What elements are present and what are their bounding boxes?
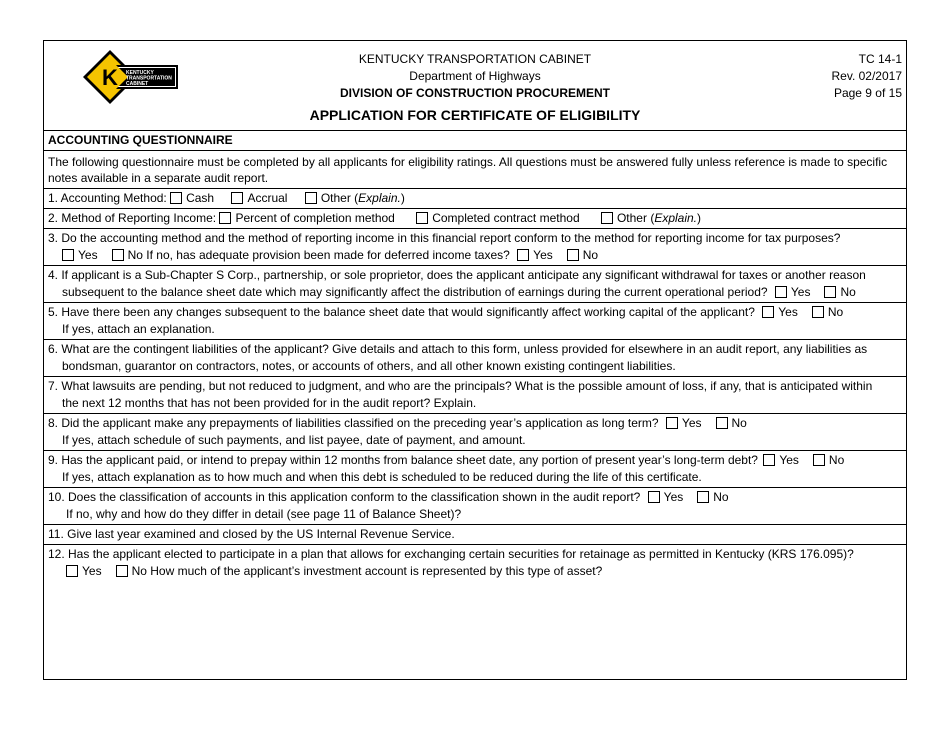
q12-yes-checkbox[interactable] (66, 565, 78, 577)
q3-no-checkbox[interactable] (112, 249, 124, 261)
q4-no-label: No (840, 285, 856, 299)
q12-no-checkbox[interactable] (116, 565, 128, 577)
q1-text: 1. Accounting Method: (48, 191, 167, 205)
question-5 (44, 303, 906, 340)
header-center (44, 51, 906, 102)
question-9 (44, 451, 906, 488)
q10-no-label: No (713, 490, 729, 504)
q9-no-checkbox[interactable] (813, 454, 825, 466)
q2-other-explain: Explain. (654, 211, 698, 225)
question-7 (44, 377, 906, 414)
question-11 (44, 525, 906, 545)
question-2 (44, 209, 906, 229)
q1-other-close: ) (400, 191, 405, 205)
header-right (832, 51, 903, 102)
page-title: APPLICATION FOR CERTIFICATE OF ELIGIBILITY (309, 107, 641, 123)
q3-yes-checkbox[interactable] (62, 249, 74, 261)
q8-yes-checkbox[interactable] (666, 417, 678, 429)
q10-text2: If no, why and how do they differ in detail (see page 11 of Balance Sheet)? (66, 507, 462, 521)
question-6 (44, 340, 906, 377)
page-number: Page 9 of 15 (833, 86, 902, 100)
q3-yes-label: Yes (78, 248, 98, 262)
q5-yes-label: Yes (778, 305, 798, 319)
q9-yes-label: Yes (779, 453, 799, 467)
q3-yes2-checkbox[interactable] (517, 249, 529, 261)
q9-text: 9. Has the applicant paid, or intend to prepay within 12 months from balance sheet date, any portion of present year’s long-term debt? (48, 453, 758, 467)
q2-completed-checkbox[interactable] (416, 212, 428, 224)
question-10 (44, 488, 906, 525)
q1-other-checkbox[interactable] (305, 192, 317, 204)
q5-text: 5. Have there been any changes subsequent to the balance sheet date that would significantly affect working capital of the applicant? (48, 305, 755, 319)
form-page (43, 40, 907, 680)
q4-yes-label: Yes (790, 285, 811, 299)
q3-no2-checkbox[interactable] (567, 249, 579, 261)
q1-accrual-checkbox[interactable] (231, 192, 243, 204)
q10-text: 10. Does the classification of accounts in this application conform to the classification shown in the audit report? (48, 490, 641, 504)
question-3 (44, 229, 906, 266)
agency-name: KENTUCKY TRANSPORTATION CABINET (358, 52, 592, 66)
accounting-questionnaire (44, 131, 906, 581)
question-8 (44, 414, 906, 451)
logo-line3: CABINET (126, 81, 149, 87)
q1-cash-label: Cash (186, 191, 215, 205)
q9-yes-checkbox[interactable] (763, 454, 775, 466)
q3-yes2-label: Yes (533, 248, 553, 262)
q5-no-checkbox[interactable] (812, 306, 824, 318)
q10-no-checkbox[interactable] (697, 491, 709, 503)
q11-text: 11. Give last year examined and closed by the US Internal Revenue Service. (48, 527, 455, 541)
q3-follow: If no, has adequate provision been made for deferred income taxes? (146, 248, 510, 262)
q5-yes-checkbox[interactable] (762, 306, 774, 318)
q8-no-label: No (731, 416, 747, 430)
q8-yes-label: Yes (681, 416, 702, 430)
q2-text: 2. Method of Reporting Income: (48, 211, 217, 225)
q5-text2: If yes, attach an explanation. (62, 322, 215, 336)
q8-text2: If yes, attach schedule of such payments, and list payee, date of payment, and amount. (62, 433, 526, 447)
q4-yes-checkbox[interactable] (775, 286, 787, 298)
logo-letter: K (102, 65, 118, 90)
form-revision: Rev. 02/2017 (831, 69, 902, 83)
q3-no2-label: No (582, 248, 599, 262)
division-name: DIVISION OF CONSTRUCTION PROCUREMENT (339, 86, 610, 100)
q12-yes-label: Yes (82, 564, 102, 578)
logo-line1: KENTUCKY (126, 70, 154, 76)
q12-no-label: No (131, 564, 147, 578)
q1-other-label: Other ( (320, 191, 359, 205)
q9-no-label: No (828, 453, 845, 467)
q10-yes-checkbox[interactable] (648, 491, 660, 503)
q2-other-label: Other ( (616, 211, 655, 225)
q7-text: 7. What lawsuits are pending, but not reduced to judgment, and who are the principals? What is the possible amount of loss, if any, that is anticipated within (48, 379, 873, 393)
q5-no-label: No (827, 305, 844, 319)
q4-text: 4. If applicant is a Sub-Chapter S Corp., partnership, or sole proprietor, does the applicant anticipate any significant withdrawal for taxes or another reason (48, 268, 866, 282)
question-1 (44, 189, 906, 209)
q8-text: 8. Did the applicant make any prepayments of liabilities classified on the preceding year’s application as long term? (48, 416, 659, 430)
q1-other-explain: Explain. (358, 191, 401, 205)
q3-no-label: No (127, 248, 143, 262)
form-header (44, 41, 906, 131)
q3-text: 3. Do the accounting method and the method of reporting income in this financial report conform to the method for reporting income for tax purposes? (48, 231, 841, 245)
q6-text2: bondsman, guarantor on contractors, notes, or accounts of others, and all other known existing contingent liabilities. (62, 359, 676, 373)
section-title: ACCOUNTING QUESTIONNAIRE (44, 131, 906, 151)
q4-text2: subsequent to the balance sheet date which may significantly affect the distribution of earnings during the current operational period? (62, 285, 768, 299)
department-name: Department of Highways (409, 69, 541, 83)
q7-text2: the next 12 months that has not been provided for in the audit report? Explain. (62, 396, 477, 410)
q4-no-checkbox[interactable] (824, 286, 836, 298)
q6-text: 6. What are the contingent liabilities of the applicant? Give details and attach to this form, unless provided for elsewhere in an audit report, any liabilities as (48, 342, 868, 356)
logo-line2: TRANSPORTATION (126, 75, 172, 82)
q2-completed-label: Completed contract method (432, 211, 580, 225)
question-12 (44, 545, 906, 581)
q9-text2: If yes, attach explanation as to how much and when this debt is scheduled to be reduced during the life of this certificate. (62, 470, 702, 484)
q2-other-checkbox[interactable] (601, 212, 613, 224)
q10-yes-label: Yes (663, 490, 684, 504)
q2-percent-label: Percent of completion method (235, 211, 395, 225)
form-number: TC 14-1 (858, 52, 902, 66)
q12-text: 12. Has the applicant elected to participate in a plan that allows for exchanging certain securities for retainage as permitted in Kentucky (KRS 176.095)? (48, 547, 854, 561)
q12-follow: How much of the applicant’s investment account is represented by this type of asset? (150, 564, 603, 578)
q2-other-close: ) (697, 211, 702, 225)
q1-cash-checkbox[interactable] (170, 192, 182, 204)
q8-no-checkbox[interactable] (716, 417, 728, 429)
q2-percent-checkbox[interactable] (219, 212, 231, 224)
q1-accrual-label: Accrual (247, 191, 288, 205)
section-intro: The following questionnaire must be completed by all applicants for eligibility ratings. All questions must be answered fully unless reference is made to specific notes available in a separate audit report. (44, 151, 906, 189)
question-4 (44, 266, 906, 303)
